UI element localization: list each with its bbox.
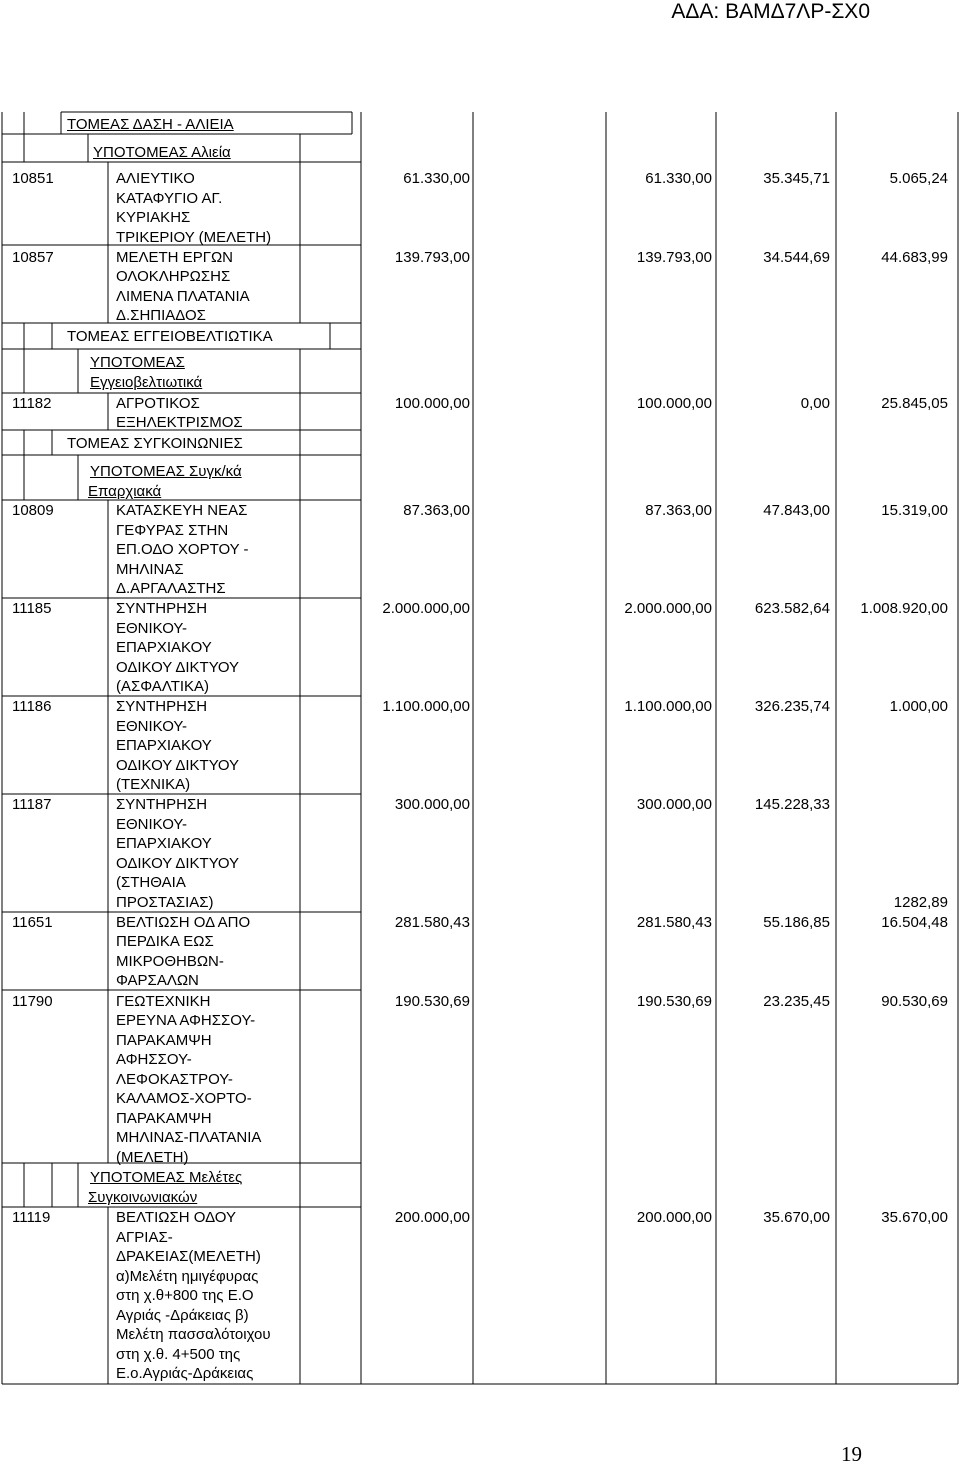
row-11790-value-1: 190.530,69 [394,993,470,1010]
row-11119-desc-2: ΑΓΡΙΑΣ- [116,1229,173,1246]
row-10851-desc-2: ΚΑΤΑΦΥΓΙΟ ΑΓ. [116,190,223,207]
row-10857-value-4: 44.683,99 [881,249,948,266]
row-11185-desc-4: ΟΔΙΚΟΥ ΔΙΚΤΥΟΥ [116,659,240,676]
row-10809-desc-2: ΓΕΦΥΡΑΣ ΣΤΗΝ [116,522,229,539]
row-11651-value-2: 281.580,43 [636,914,712,931]
row-11185-desc-3: ΕΠΑΡΧΙΑΚΟΥ [116,639,212,656]
row-11187-desc-2: ΕΘΝΙΚΟΥ- [116,816,188,833]
row-10857-desc-1: ΜΕΛΕΤΗ ΕΡΓΩΝ [116,249,234,266]
row-11790-desc-8: ΜΗΛΙΝΑΣ-ΠΛΑΤΑΝΙΑ [116,1129,262,1146]
row-11651-desc-1: ΒΕΛΤΙΩΣΗ ΟΔ ΑΠΟ [116,914,251,931]
row-11187-desc-1: ΣΥΝΤΗΡΗΣΗ [116,796,208,813]
row-11790-value-3: 23.235,45 [763,993,830,1010]
row-10809-code: 10809 [12,502,54,519]
subsector-header-eggeio-line2: Εγγειοβελτιωτικά [90,374,203,391]
row-11790-code: 11790 [12,993,53,1010]
row-11187-desc-3: ΕΠΑΡΧΙΑΚΟΥ [116,835,212,852]
row-11182-desc-2: ΕΞΗΛΕΚΤΡΙΣΜΟΣ [116,414,243,431]
row-11119-desc-3: ΔΡΑΚΕΙΑΣ(ΜΕΛΕΤΗ) [116,1248,261,1265]
sector-header-dasi-alieia: ΤΟΜΕΑΣ ΔΑΣΗ - ΑΛΙΕΙΑ [67,116,234,133]
row-11651-desc-4: ΦΑΡΣΑΛΩΝ [116,972,199,989]
row-11119-value-2: 200.000,00 [636,1209,712,1226]
row-11119-desc-7: Μελέτη πασσαλότοιχου [116,1326,271,1343]
row-11119-value-3: 35.670,00 [763,1209,830,1226]
row-11119-value-4: 35.670,00 [881,1209,948,1226]
row-10857-value-1: 139.793,00 [394,249,470,266]
row-11790-desc-3: ΠΑΡΑΚΑΜΨΗ [116,1032,212,1049]
row-11186-desc-5: (ΤΕΧΝΙΚΑ) [116,776,191,793]
row-11790-desc-4: ΑΦΗΣΣΟΥ- [116,1051,192,1068]
row-10857-desc-2: ΟΛΟΚΛΗΡΩΣΗΣ [116,268,231,285]
row-11119-desc-1: ΒΕΛΤΙΩΣΗ ΟΔΟΥ [116,1209,236,1226]
row-10809-value-4: 15.319,00 [881,502,948,519]
row-11185-desc-1: ΣΥΝΤΗΡΗΣΗ [116,600,208,617]
subsector-header-sygk-line1: ΥΠΟΤΟΜΕΑΣ Συγκ/κά [90,463,242,480]
row-11186-value-2: 1.100.000,00 [624,698,712,715]
row-11185-code: 11185 [12,600,52,617]
row-10851-desc-1: ΑΛΙΕΥΤΙΚΟ [116,170,195,187]
row-11186-value-4: 1.000,00 [889,698,948,715]
row-11187-value-1: 300.000,00 [394,796,470,813]
subsector-header-eggeio-line1: ΥΠΟΤΟΜΕΑΣ [90,354,185,371]
row-11790-desc-6: ΚΑΛΑΜΟΣ-ΧΟΡΤΟ- [116,1090,252,1107]
row-11186-code: 11186 [12,698,52,715]
row-11119-code: 11119 [12,1209,51,1226]
row-11187-value-2: 300.000,00 [636,796,712,813]
row-11119-desc-4: α)Μελέτη ημιγέφυρας [116,1268,259,1285]
row-11651-value-3: 55.186,85 [763,914,830,931]
row-11790-value-4: 90.530,69 [881,993,948,1010]
row-11651-desc-3: ΜΙΚΡΟΘΗΒΩΝ- [116,953,224,970]
subsector-header-meletes-line1: ΥΠΟΤΟΜΕΑΣ Μελέτες [90,1169,243,1186]
row-10857-desc-3: ΛΙΜΕΝΑ ΠΛΑΤΑΝΙΑ [116,288,250,305]
row-11182-value-4: 25.845,05 [881,395,948,412]
row-11186-desc-1: ΣΥΝΤΗΡΗΣΗ [116,698,208,715]
row-11187-value-3: 145.228,33 [754,796,830,813]
row-11187-desc-6: ΠΡΟΣΤΑΣΙΑΣ) [116,894,214,911]
row-11185-desc-5: (ΑΣΦΑΛΤΙΚΑ) [116,678,210,695]
ada-header: ΑΔΑ: ΒΑΜΔ7ΛΡ-ΣΧ0 [671,0,870,23]
row-10851-value-1: 61.330,00 [403,170,470,187]
row-11186-value-3: 326.235,74 [754,698,830,715]
row-11186-desc-3: ΕΠΑΡΧΙΑΚΟΥ [116,737,212,754]
subsector-header-meletes-line2: Συγκοινωνιακών [88,1189,198,1206]
row-11187-code: 11187 [12,796,52,813]
row-11182-value-3: 0,00 [800,395,830,412]
row-11119-desc-9: Ε.ο.Αγριάς-Δράκειας [116,1365,254,1382]
row-11186-value-1: 1.100.000,00 [382,698,470,715]
row-11790-desc-7: ΠΑΡΑΚΑΜΨΗ [116,1110,212,1127]
row-10857-code: 10857 [12,249,54,266]
row-10857-value-2: 139.793,00 [636,249,712,266]
row-11185-value-4: 1.008.920,00 [860,600,948,617]
row-10851-desc-3: ΚΥΡΙΑΚΗΣ [116,209,191,226]
row-11651-value-4: 16.504,48 [881,914,948,931]
row-10851-value-4: 5.065,24 [889,170,948,187]
row-11185-value-2: 2.000.000,00 [624,600,712,617]
row-11119-value-1: 200.000,00 [394,1209,470,1226]
row-10809-desc-4: ΜΗΛΙΝΑΣ [116,561,184,578]
row-11182-desc-1: ΑΓΡΟΤΙΚΟΣ [116,395,200,412]
row-10809-desc-1: ΚΑΤΑΣΚΕΥΗ ΝΕΑΣ [116,502,248,519]
row-11186-desc-2: ΕΘΝΙΚΟΥ- [116,718,188,735]
row-10851-value-2: 61.330,00 [645,170,712,187]
row-11790-desc-2: ΕΡΕΥΝΑ ΑΦΗΣΣΟΥ- [116,1012,256,1029]
row-11790-value-2: 190.530,69 [636,993,712,1010]
row-10851-desc-4: ΤΡΙΚΕΡΙΟΥ (ΜΕΛΕΤΗ) [116,229,272,246]
row-11651-desc-2: ΠΕΡΔΙΚΑ ΕΩΣ [116,933,214,950]
page-number: 19 [841,1442,862,1466]
row-11119-desc-6: Αγριάς -Δράκειας β) [116,1307,249,1324]
row-11182-code: 11182 [12,395,52,412]
row-11119-desc-5: στη χ.θ+800 της Ε.Ο [116,1287,254,1304]
row-11182-value-1: 100.000,00 [394,395,470,412]
row-11790-desc-5: ΛΕΦΟΚΑΣΤΡΟΥ- [116,1071,233,1088]
subsector-header-sygk-line2: Επαρχιακά [88,483,162,500]
subsector-header-alieia: ΥΠΟΤΟΜΕΑΣ Αλιεία [93,144,231,161]
row-11182-value-2: 100.000,00 [636,395,712,412]
row-11187-desc-4: ΟΔΙΚΟΥ ΔΙΚΤΥΟΥ [116,855,240,872]
row-11790-desc-1: ΓΕΩΤΕΧΝΙΚΗ [116,993,211,1010]
sector-header-eggeio: ΤΟΜΕΑΣ ΕΓΓΕΙΟΒΕΛΤΙΩΤΙΚΑ [67,328,273,345]
row-11790-desc-9: (ΜΕΛΕΤΗ) [116,1149,189,1166]
row-10857-desc-4: Δ.ΣΗΠΙΑΔΟΣ [116,307,206,324]
row-11651-value-1: 281.580,43 [394,914,470,931]
row-11186-desc-4: ΟΔΙΚΟΥ ΔΙΚΤΥΟΥ [116,757,240,774]
row-10809-desc-5: Δ.ΑΡΓΑΛΑΣΤΗΣ [116,580,226,597]
row-11185-desc-2: ΕΘΝΙΚΟΥ- [116,620,188,637]
row-10809-value-3: 47.843,00 [763,502,830,519]
row-11187-value-4: 1282,89 [893,894,948,911]
sector-header-sygkoin: ΤΟΜΕΑΣ ΣΥΓΚΟΙΝΩΝΙΕΣ [67,435,243,452]
row-11651-code: 11651 [12,914,53,931]
row-11187-desc-5: (ΣΤΗΘΑΙΑ [116,874,186,891]
row-10809-value-2: 87.363,00 [645,502,712,519]
row-11185-value-1: 2.000.000,00 [382,600,470,617]
row-10851-code: 10851 [12,170,54,187]
row-10857-value-3: 34.544,69 [763,249,830,266]
row-10851-value-3: 35.345,71 [763,170,830,187]
row-10809-value-1: 87.363,00 [403,502,470,519]
row-11119-desc-8: στη χ.θ. 4+500 της [116,1346,241,1363]
row-11185-value-3: 623.582,64 [754,600,830,617]
row-10809-desc-3: ΕΠ.ΟΔΟ ΧΟΡΤΟΥ - [116,541,249,558]
